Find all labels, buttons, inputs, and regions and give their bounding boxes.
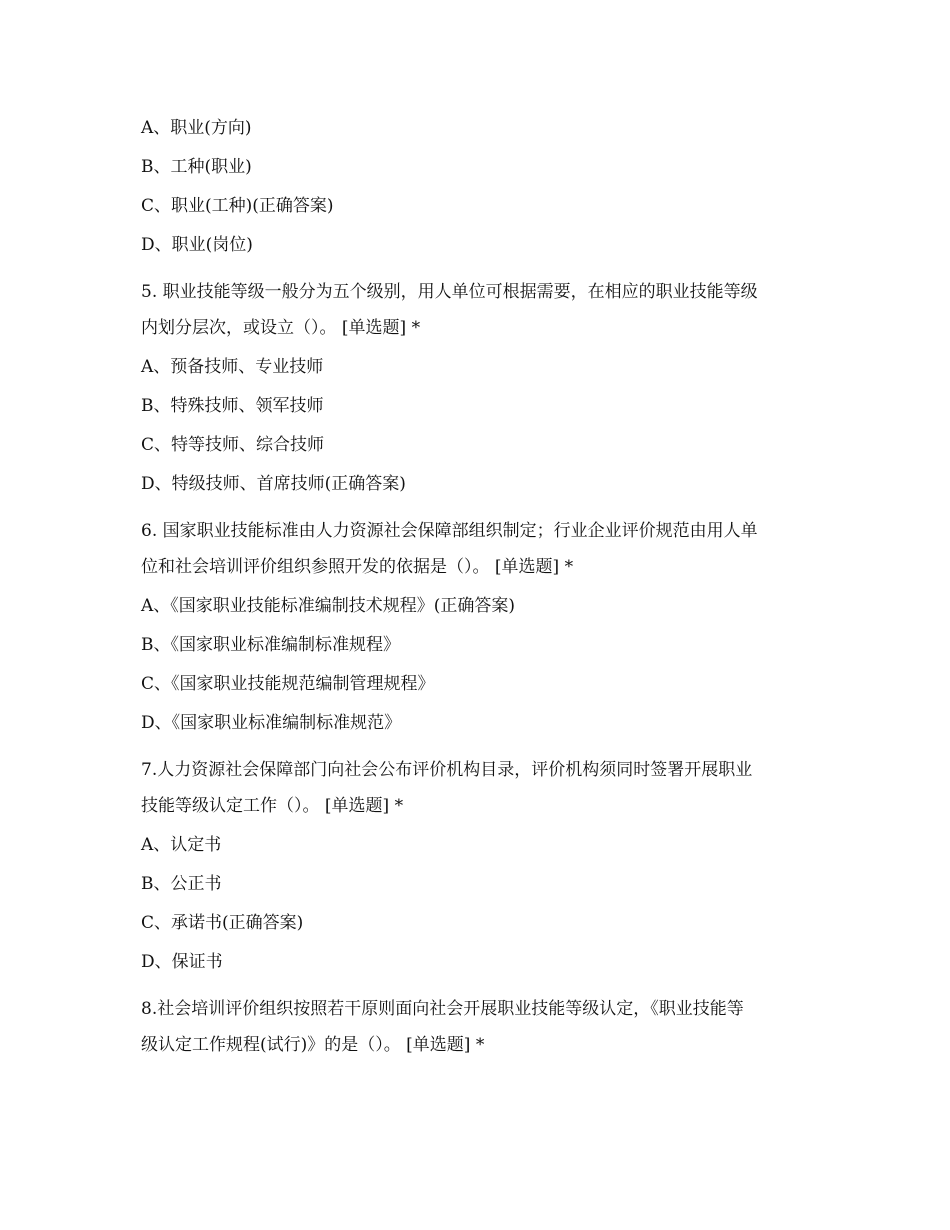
option-b: B、工种(职业) xyxy=(141,157,252,177)
question-line: 6. 国家职业技能标准由人力资源社会保障部组织制定；行业企业评价规范由用人单 xyxy=(141,521,758,541)
option-d: D、特级技师、首席技师(正确答案) xyxy=(141,474,406,494)
question-text xyxy=(141,991,830,1063)
question-line: 7.人力资源社会保障部门向社会公布评价机构目录，评价机构须同时签署开展职业 xyxy=(141,760,753,780)
question-text xyxy=(141,752,830,824)
question-line: 5. 职业技能等级一般分为五个级别，用人单位可根据需要，在相应的职业技能等级 xyxy=(141,282,758,302)
question-text xyxy=(141,274,830,346)
option-b: B、《国家职业标准编制标准规程》 xyxy=(141,635,400,655)
question-text xyxy=(141,513,830,585)
option-b: B、公正书 xyxy=(141,874,222,894)
option-a: A、职业(方向) xyxy=(141,118,252,138)
option-c: C、职业(工种)(正确答案) xyxy=(141,196,334,216)
question-line: 内划分层次，或设立（）。 [单选题] * xyxy=(141,318,421,338)
question-5 xyxy=(141,274,830,496)
question-6 xyxy=(141,513,830,735)
option-d: D、保证书 xyxy=(141,952,223,972)
question-line: 技能等级认定工作（）。 [单选题] * xyxy=(141,796,404,816)
option-c: C、特等技师、综合技师 xyxy=(141,435,325,455)
option-c: C、《国家职业技能规范编制管理规程》 xyxy=(141,674,435,694)
question-line: 8.社会培训评价组织按照若干原则面向社会开展职业技能等级认定，《职业技能等 xyxy=(141,999,744,1019)
option-d: D、职业(岗位) xyxy=(141,235,253,255)
option-b: B、特殊技师、领军技师 xyxy=(141,396,324,416)
question-8 xyxy=(141,991,830,1063)
question-7 xyxy=(141,752,830,974)
option-c: C、承诺书(正确答案) xyxy=(141,913,304,933)
option-a: A、预备技师、专业技师 xyxy=(141,357,324,377)
option-a: A、《国家职业技能标准编制技术规程》(正确答案) xyxy=(141,596,516,616)
option-d: D、《国家职业标准编制标准规范》 xyxy=(141,713,402,733)
question-line: 级认定工作规程(试行)》的是（）。 [单选题] * xyxy=(141,1035,485,1055)
options-block-q4 xyxy=(141,116,830,257)
option-a: A、认定书 xyxy=(141,835,222,855)
question-line: 位和社会培训评价组织参照开发的依据是（）。 [单选题] * xyxy=(141,557,574,577)
